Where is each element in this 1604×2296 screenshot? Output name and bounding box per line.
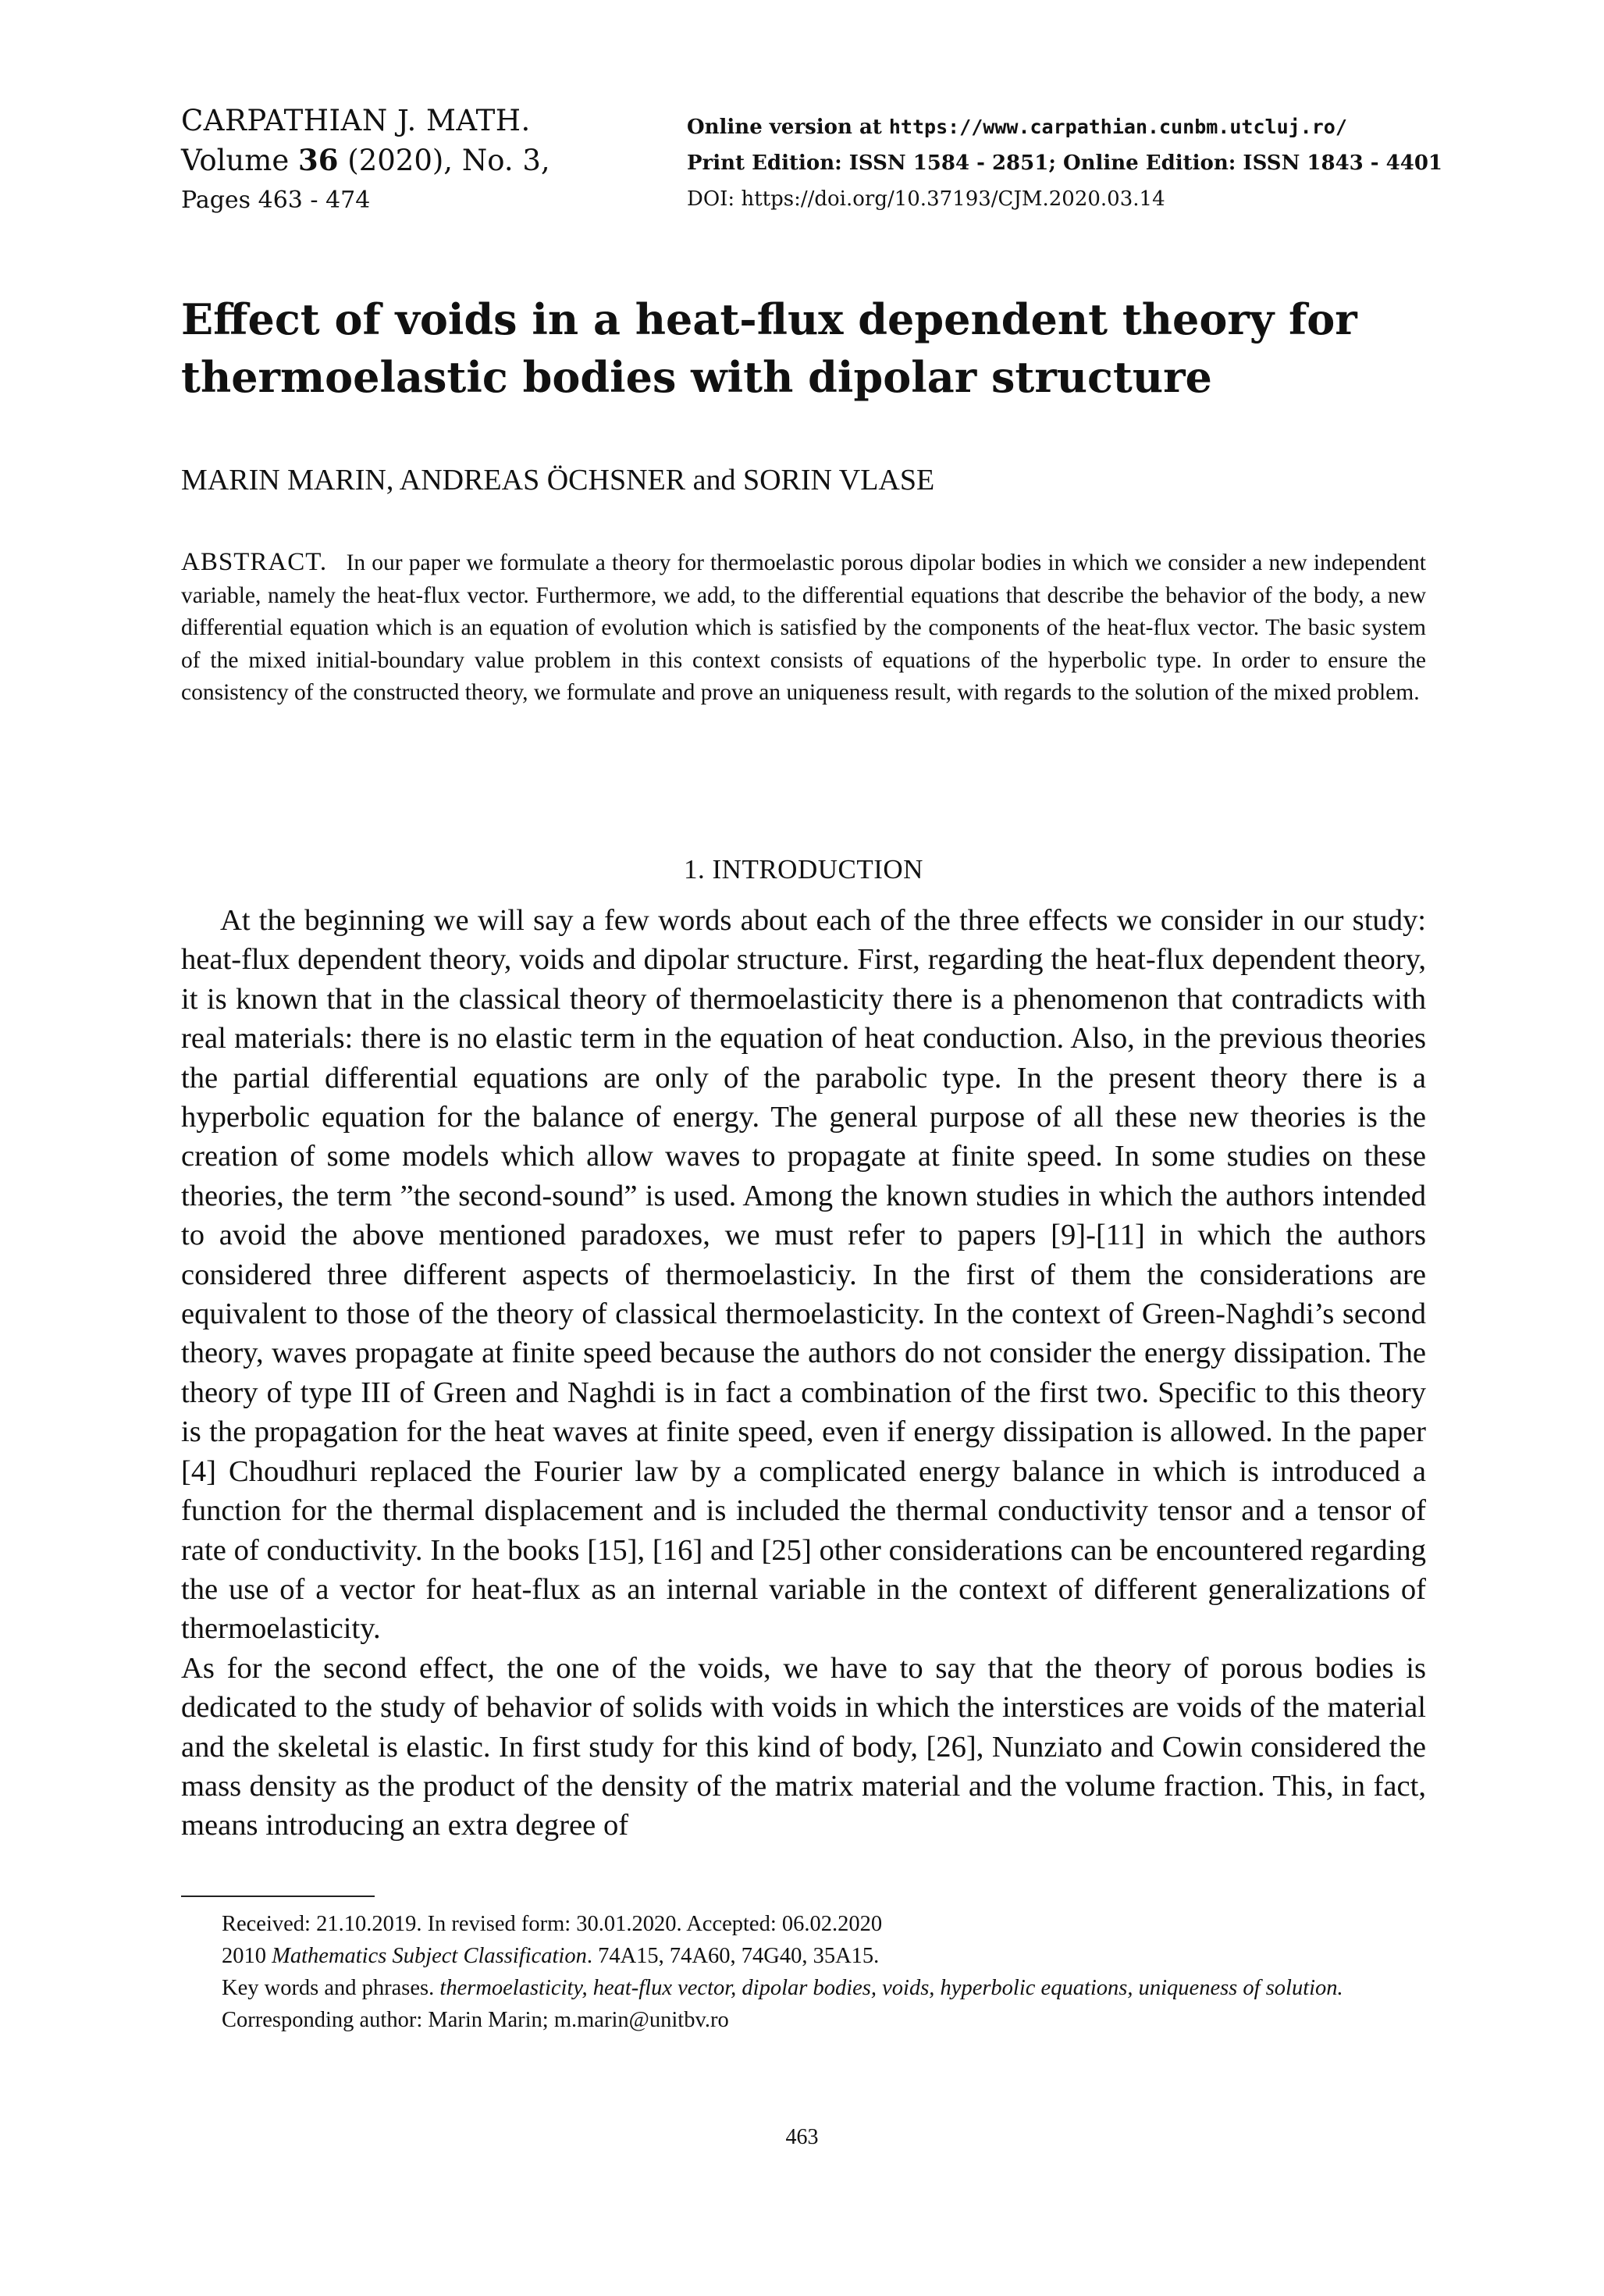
body-text bbox=[181, 901, 1426, 1846]
volume-number: 36 bbox=[298, 143, 339, 177]
doi-line[interactable]: DOI: https://doi.org/10.37193/CJM.2020.03.14 bbox=[687, 187, 1165, 211]
paper-authors: MARIN MARIN, ANDREAS ÖCHSNER and SORIN VLASE bbox=[181, 464, 935, 497]
msc-classification: 2010 Mathematics Subject Classification. 74A15, 74A60, 74G40, 35A15. bbox=[222, 1944, 880, 1968]
footnote-rule bbox=[181, 1896, 375, 1897]
paragraph: At the beginning we will say a few words about each of the three effects we consider in our study: heat-flux dependent theory, voids and dipolar structure. First, regarding the heat-flux dependent theory, it is known that in the classical theory of thermoelasticity there is a phenomenon that contradicts with real materials: there is no elastic term in the equation of heat conduction. Also, in the previous theories the partial differential equations are only of the parabolic type. In the present theory there is a hyperbolic equation for the balance of energy. The general purpose of all these new theories is the creation of some models which allow waves to propagate at finite speed. In some studies on these theories, the term ”the second-sound” is used. Among the known studies in which the authors intended to avoid the above mentioned paradoxes, we must refer to papers [9]-[11] in which the authors considered three different aspects of thermoelasticiy. In the first of them the considerations are equivalent to those of the theory of classical thermoelasticity. In the context of Green-Naghdi’s second theory, waves propagate at finite speed because the authors do not consider the energy dissipation. The theory of type III of Green and Naghdi is in fact a combination of the first two. Specific to this theory is the propagation for the heat waves at finite speed, even if energy dissipation is allowed. In the paper [4] Choudhuri replaced the Fourier law by a complicated energy balance in which is introduced a function for the thermal displacement and is included the thermal conductivity tensor and a tensor of rate of conductivity. In the books [15], [16] and [25] other considerations can be encountered regarding the use of a vector for heat-flux as an internal variable in the context of different generalizations of thermoelasticity. bbox=[181, 904, 1426, 1646]
paper-title: Effect of voids in a heat-flux dependent theory for thermoelastic bodies with dipolar structure bbox=[181, 294, 1357, 402]
online-version: Online version at https://www.carpathian.cunbm.utcluj.ro/ bbox=[687, 116, 1347, 139]
online-url[interactable]: https://www.carpathian.cunbm.utcluj.ro/ bbox=[888, 116, 1347, 138]
abstract-text: In our paper we formulate a theory for thermoelastic porous dipolar bodies in which we consider a new independent variable, namely the heat-flux vector. Furthermore, we add, to the differential equations that describe the behavior of the body, a new differential equation which is an equation of evolution which is satisfied by the components of the heat-flux vector. The basic system of the mixed initial-boundary value problem in this context consists of equations of the hyperbolic type. In order to ensure the consistency of the constructed theory, we formulate and prove an uniqueness result, with regards to the solution of the mixed problem. bbox=[181, 550, 1426, 706]
footnotes bbox=[181, 1908, 1426, 2036]
publication-info bbox=[687, 109, 1443, 217]
issn-line: Print Edition: ISSN 1584 - 2851; Online Edition: ISSN 1843 - 4401 bbox=[687, 151, 1443, 175]
journal-pages: Pages 463 - 474 bbox=[181, 187, 371, 214]
keywords: Key words and phrases. thermoelasticity, heat-flux vector, dipolar bodies, voids, hyperbolic equations, uniqueness of solution. bbox=[222, 1976, 1343, 2000]
journal-name: CARPATHIAN J. MATH. bbox=[181, 104, 531, 137]
abstract-label: ABSTRACT. bbox=[181, 548, 328, 576]
received-dates: Received: 21.10.2019. In revised form: 30.01.2020. Accepted: 06.02.2020 bbox=[222, 1912, 883, 1936]
page-number: 463 bbox=[785, 2125, 819, 2149]
abstract bbox=[181, 546, 1426, 710]
corresponding-author: Corresponding author: Marin Marin; m.marin@unitbv.ro bbox=[222, 2008, 729, 2032]
section-heading: 1. INTRODUCTION bbox=[684, 854, 923, 885]
paragraph: As for the second effect, the one of the voids, we have to say that the theory of porous bodies is dedicated to the study of behavior of solids with voids in which the interstices are voids of the material and the skeletal is elastic. In first study for this kind of body, [26], Nunziato and Cowin considered the mass density as the product of the density of the matrix material and the volume fraction. This, in fact, means introducing an extra degree of bbox=[181, 1651, 1426, 1842]
journal-header bbox=[181, 101, 681, 221]
journal-volume: Volume 36 (2020), No. 3, bbox=[181, 143, 550, 177]
